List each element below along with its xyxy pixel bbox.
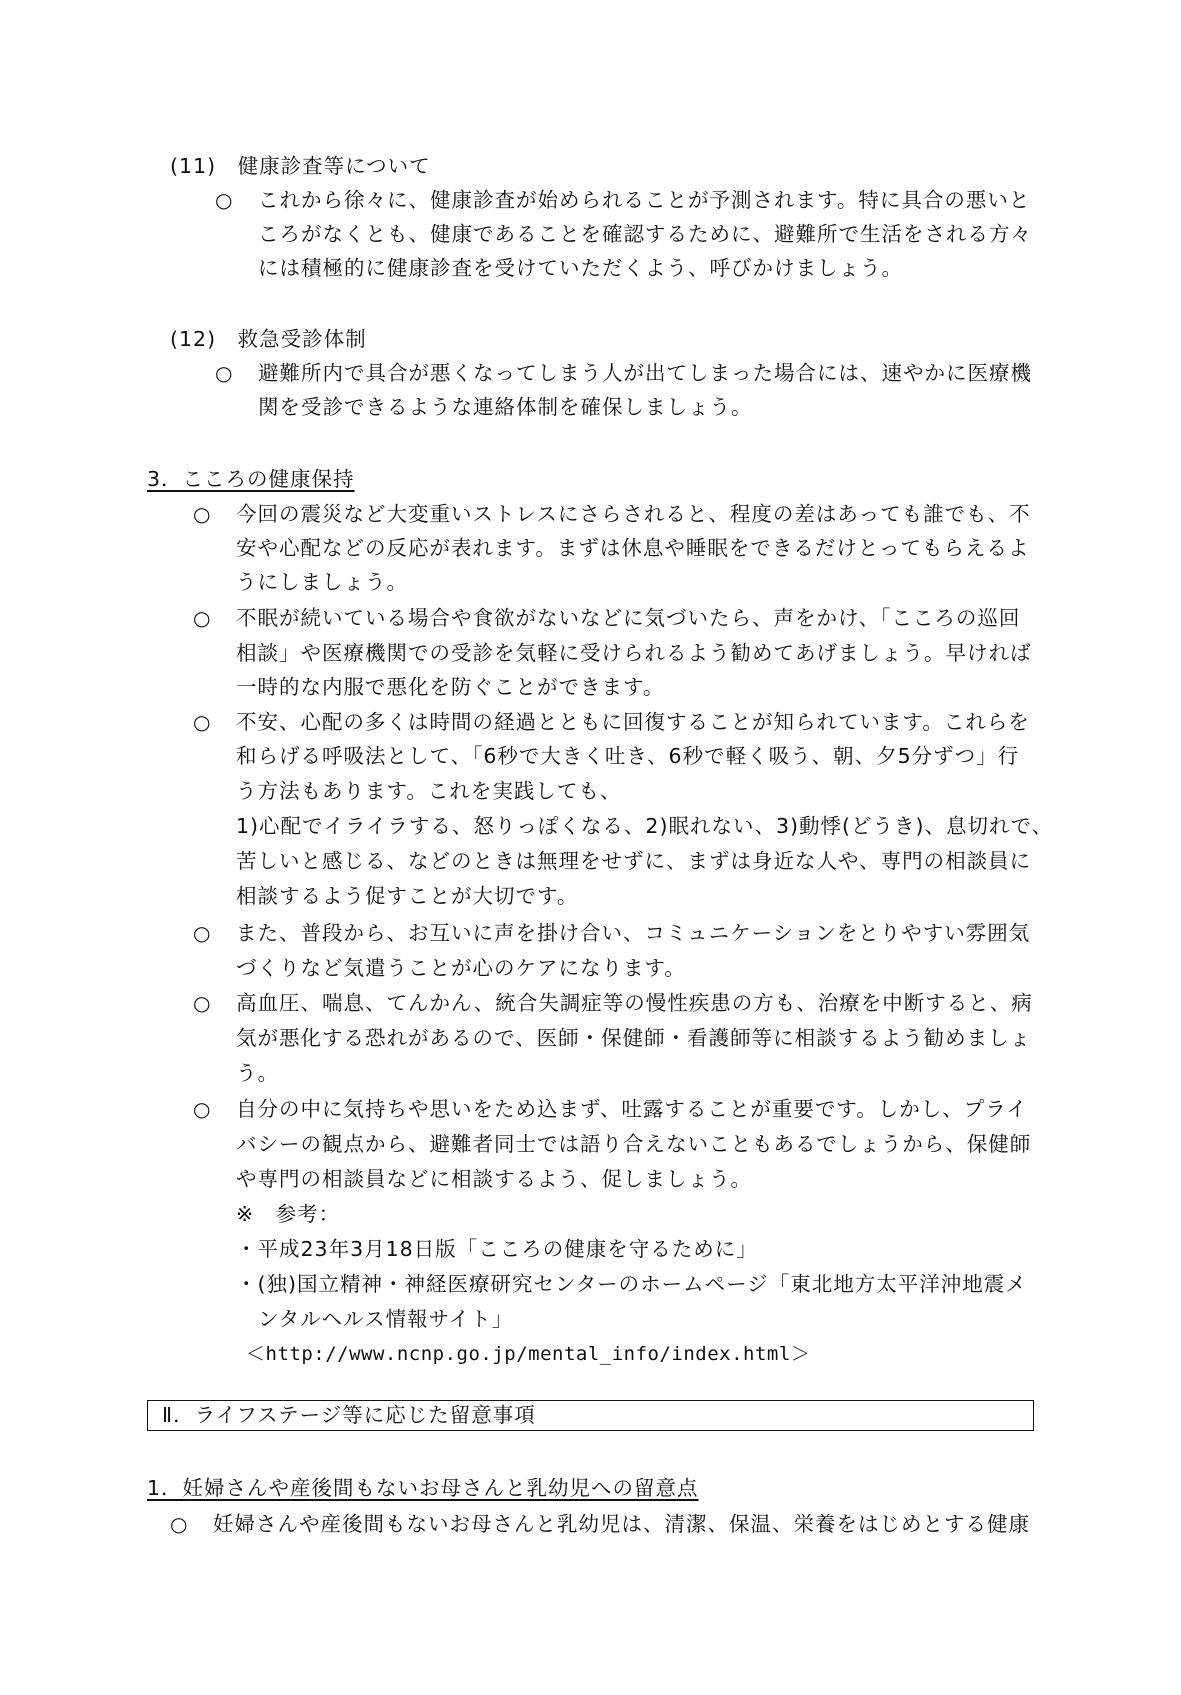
reference-item-2-line-2: ンタルヘルス情報サイト」 xyxy=(258,1307,514,1331)
section-11-heading: (11) 健康診査等について xyxy=(170,154,431,178)
section-1-heading: 1．妊婦さんや産後間もないお母さんと乳幼児への留意点 xyxy=(147,1476,699,1500)
section-12-heading: (12) 救急受診体制 xyxy=(170,327,367,351)
bullet-mark: ○ xyxy=(215,361,233,385)
section-12-line-2: 関を受診できるような連絡体制を確保しましょう。 xyxy=(258,395,753,419)
item-2-line-2: 相談」や医療機関での受診を気軽に受けられるよう勧めてあげましょう。早ければ xyxy=(236,641,1032,665)
item-2-line-3: 一時的な内服で悪化を防ぐことができます。 xyxy=(236,675,665,699)
item-3-line-6: 相談するよう促すことが大切です。 xyxy=(236,884,579,908)
item-3-line-4: 1)心配でイライラする、怒りっぽくなる、2)眠れない、3)動悸(どうき)、息切れで、 xyxy=(236,814,1054,838)
bullet-mark: ○ xyxy=(193,710,211,734)
part-ii-heading-box xyxy=(147,1400,1034,1431)
reference-item-1: ・平成23年3月18日版「こころの健康を守るために」 xyxy=(236,1237,758,1261)
reference-item-2-line-1: ・(独)国立精神・神経医療研究センターのホームページ「東北地方太平洋沖地震メ xyxy=(236,1272,1027,1296)
section-12-line-1: 避難所内で具合が悪くなってしまう人が出てしまった場合には、速やかに医療機 xyxy=(258,361,1032,385)
section-11-line-3: には積極的に健康診査を受けていただくよう、呼びかけましょう。 xyxy=(258,256,903,280)
item-3-line-1: 不安、心配の多くは時間の経過とともに回復することが知られています。これらを xyxy=(236,710,1030,734)
section-11-line-2: ころがなくとも、健康であることを確認するために、避難所で生活をされる方々 xyxy=(258,222,1032,246)
item-6-line-3: や専門の相談員などに相談するよう、促しましょう。 xyxy=(236,1167,752,1191)
reference-url: ＜http://www.ncnp.go.jp/mental_info/index.html＞ xyxy=(246,1343,811,1365)
bullet-mark: ○ xyxy=(193,991,211,1015)
item-6-line-1: 自分の中に気持ちや思いをため込まず、吐露することが重要です。しかし、プライ xyxy=(236,1097,1028,1121)
item-3-line-2: 和らげる呼吸法として、「6秒で大きく吐き、6秒で軽く吸う、朝、夕5分ずつ」行 xyxy=(236,744,1020,768)
item-4-line-1: また、普段から、お互いに声を掛け合い、コミュニケーションをとりやすい雰囲気 xyxy=(236,921,1031,945)
item-5-line-2: 気が悪化する恐れがあるので、医師・保健師・看護師等に相談するよう勧めましょ xyxy=(236,1026,1032,1050)
bullet-mark: ○ xyxy=(170,1512,188,1536)
item-1-line-2: 安や心配などの反応が表れます。まずは休息や睡眠をできるだけとってもらえるよ xyxy=(236,536,1030,560)
section-1-line-1: 妊婦さんや産後間もないお母さんと乳幼児は、清潔、保温、栄養をはじめとする健康 xyxy=(213,1512,1030,1536)
reference-note: ※ 参考： xyxy=(236,1202,341,1226)
item-5-line-1: 高血圧、喘息、てんかん、統合失調症等の慢性疾患の方も、治療を中断すると、病 xyxy=(236,991,1033,1015)
item-5-line-3: う。 xyxy=(236,1061,279,1085)
item-1-line-3: うにしましょう。 xyxy=(236,570,408,594)
bullet-mark: ○ xyxy=(193,502,211,526)
section-11-line-1: これから徐々に、健康診査が始められることが予測されます。特に具合の悪いと xyxy=(258,188,1031,212)
item-2-line-1: 不眠が続いている場合や食欲がないなどに気づいたら、声をかけ、「こころの巡回 xyxy=(236,606,1021,630)
section-3-heading: 3．こころの健康保持 xyxy=(147,467,355,491)
item-3-line-5: 苦しいと感じる、などのときは無理をせずに、まずは身近な人や、専門の相談員に xyxy=(236,849,1032,873)
bullet-mark: ○ xyxy=(215,188,233,212)
item-4-line-2: づくりなど気遣うことが心のケアになります。 xyxy=(236,956,686,980)
bullet-mark: ○ xyxy=(193,1097,211,1121)
bullet-mark: ○ xyxy=(193,606,211,630)
part-ii-heading: Ⅱ．ライフステージ等に応じた留意事項 xyxy=(162,1403,536,1427)
item-3-line-3: う方法もあります。これを実践しても、 xyxy=(236,779,622,803)
bullet-mark: ○ xyxy=(193,921,211,945)
item-6-line-2: バシーの観点から、避難者同士では語り合えないこともあるでしょうから、保健師 xyxy=(236,1132,1032,1156)
item-1-line-1: 今回の震災など大変重いストレスにさらされると、程度の差はあっても誰でも、不 xyxy=(236,502,1031,526)
